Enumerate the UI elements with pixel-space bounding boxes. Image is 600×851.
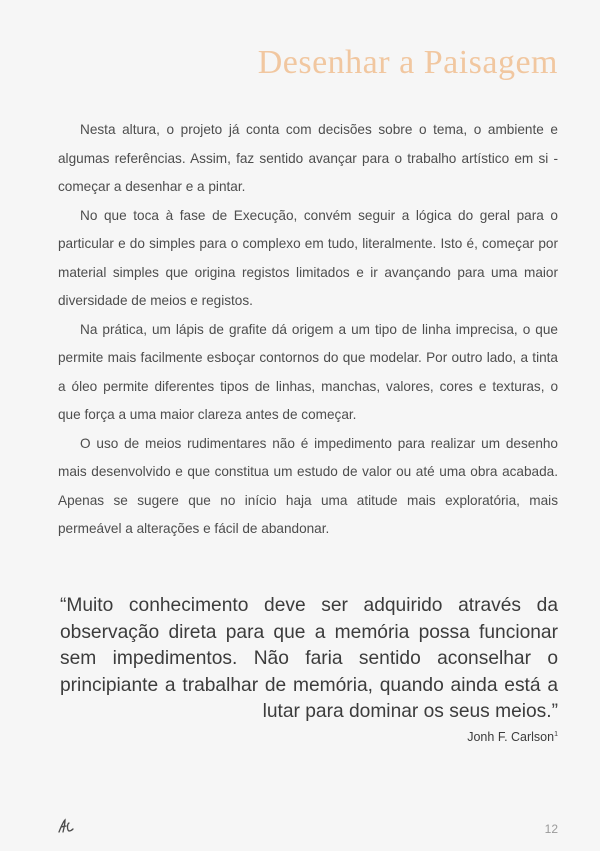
- footnote-mark: 1: [554, 730, 558, 738]
- quote-text: “Muito conhecimento deve ser adquirido através da observação direta para que a memória possa funcionar sem impedimentos. Não faria sentido aconselhar o principiante a trabalhar de memória, quando ainda está a lutar para dominar os seus meios.”: [60, 595, 558, 722]
- signature-logo-icon: [57, 818, 77, 834]
- paragraph: O uso de meios rudimentares não é impedimento para realizar um desenho mais desenvolvido e que constitua um estudo de valor ou até uma obra acabada. Apenas se sugere que no início haja uma atitude mais exploratória, mais permeável a alterações e fácil de abandonar.: [58, 435, 558, 536]
- body-text: [58, 116, 558, 544]
- page-title: Desenhar a Paisagem: [257, 44, 558, 81]
- page-number: 12: [544, 822, 558, 836]
- quote-block: [60, 593, 558, 744]
- quote-author-name: Jonh F. Carlson: [467, 729, 555, 744]
- paragraph: Na prática, um lápis de grafite dá origem a um tipo de linha imprecisa, o que permite mais facilmente esboçar contornos do que modelar. Por outro lado, a tinta a óleo permite diferentes tipos de linhas, manchas, valores, cores e texturas, o que força a uma maior clareza antes de começar.: [58, 321, 558, 422]
- paragraph: Nesta altura, o projeto já conta com decisões sobre o tema, o ambiente e algumas referências. Assim, faz sentido avançar para o trabalho artístico em si - começar a desenhar e a pintar.: [58, 122, 558, 194]
- quote-author: [60, 730, 558, 744]
- paragraph: No que toca à fase de Execução, convém seguir a lógica do geral para o particular e do simples para o complexo em tudo, literalmente. Isto é, começar por material simples que origina registos limitados e ir avançando para uma maior diversidade de meios e registos.: [58, 207, 558, 308]
